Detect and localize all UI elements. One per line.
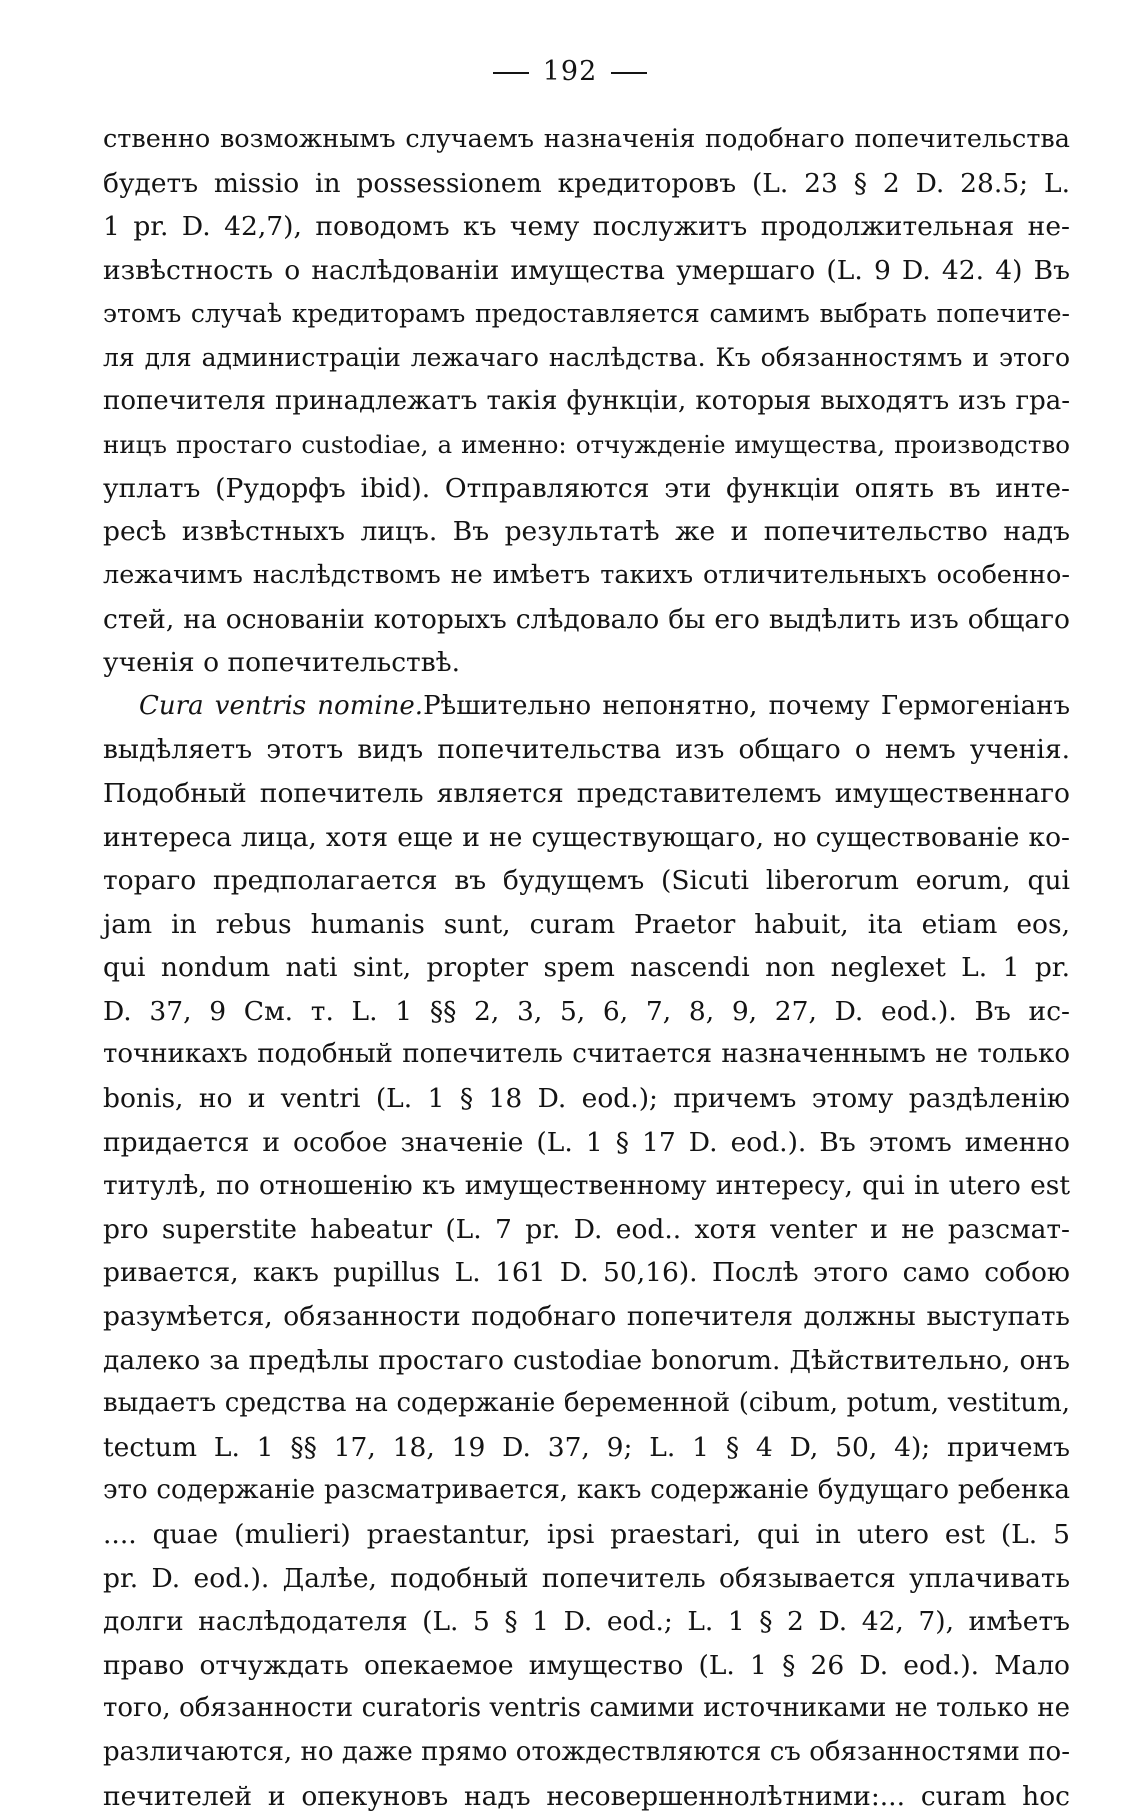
text-line: извѣстность о наслѣдованіи имущества умершаго (L. 9 D. 42. 4) Въ	[103, 254, 1070, 286]
text-line: различаются, но даже прямо отождествляются съ обязанностями по-	[103, 1736, 1070, 1767]
text-line: jam in rebus humanis sunt, curam Praetor habuit, ita etiam eos,	[103, 908, 1070, 940]
text-line: право отчуждать опекаемое имущество (L. 1 § 26 D. eod.). Мало	[103, 1649, 1070, 1681]
text-line: это содержаніе разсматривается, какъ содержаніе будущаго ребенка	[103, 1475, 1070, 1506]
text-line: .... quae (mulieri) praestantur, ipsi praestari, qui in utero est (L. 5	[103, 1519, 1070, 1550]
text-line: титулѣ, по отношенію къ имущественному интересу, qui in utero est	[103, 1170, 1070, 1202]
text-span: Рѣшительно непонятно, почему Гермогеніанъ	[423, 690, 1070, 721]
paragraph-first-line	[103, 685, 1070, 729]
text-line: ственно возможнымъ случаемъ назначенія подобнаго попечительства	[103, 124, 1070, 154]
text-line: разумѣется, обязанности подобнаго попечителя должны выступать	[103, 1301, 1070, 1333]
body-text	[103, 118, 1070, 1818]
text-line: точникахъ подобный попечитель считается назначеннымъ не только	[103, 1039, 1070, 1070]
text-line: ученія о попечительствѣ.	[103, 647, 461, 679]
text-line: будетъ missio in possessionem кредиторовъ (L. 23 § 2 D. 28.5; L.	[103, 167, 1070, 199]
text-line: уплатъ (Рудорфъ ibid). Отправляются эти функціи опять въ инте-	[103, 472, 1070, 504]
text-line: выдѣляетъ этотъ видъ попечительства изъ общаго о немъ ученія.	[103, 734, 1070, 766]
text-line: лежачимъ наслѣдствомъ не имѣетъ такихъ отличительныхъ особенно-	[103, 559, 1070, 590]
page-number-value: 192	[542, 56, 598, 87]
text-line: того, обязанности curatoris ventris самими источниками не только не	[103, 1693, 1070, 1724]
page-number	[0, 56, 1140, 87]
text-line: ривается, какъ pupillus L. 161 D. 50,16). Послѣ этого само собою	[103, 1257, 1070, 1289]
text-line: qui nondum nati sint, propter spem nascendi non neglexet L. 1 pr.	[103, 952, 1070, 984]
text-line: долги наслѣдодателя (L. 5 § 1 D. eod.; L. 1 § 2 D. 42, 7), имѣетъ	[103, 1606, 1070, 1638]
text-line: 1 pr. D. 42,7), поводомъ къ чему послужитъ продолжительная не-	[103, 211, 1070, 243]
text-line: печителей и опекуновъ надъ несовершеннолѣтними:... curam hoc	[103, 1780, 1070, 1812]
text-line: выдаетъ средства на содержаніе беременной (cibum, potum, vestitum,	[103, 1388, 1070, 1419]
text-line: далеко за предѣлы простаго custodiae bonorum. Дѣйствительно, онъ	[103, 1344, 1070, 1376]
text-line: стей, на основаніи которыхъ слѣдовало бы его выдѣлить изъ общаго	[103, 603, 1070, 635]
text-line: попечителя принадлежатъ такія функціи, которыя выходятъ изъ гра-	[103, 385, 1070, 416]
text-line: pro superstite habeatur (L. 7 pr. D. eod.. хотя venter и не разсмат-	[103, 1213, 1070, 1245]
text-line: Подобный попечитель является представителемъ имущественнаго	[103, 777, 1070, 809]
text-line: bonis, но и ventri (L. 1 § 18 D. eod.); причемъ этому раздѣленію	[103, 1083, 1070, 1115]
text-line: ницъ простаго custodiae, а именно: отчужденіе имущества, производство	[103, 430, 1070, 460]
text-line: ресѣ извѣстныхъ лицъ. Въ результатѣ же и попечительство надъ	[103, 516, 1070, 548]
text-line: pr. D. eod.). Далѣе, подобный попечитель обязывается уплачивать	[103, 1562, 1070, 1594]
text-line: придается и особое значеніе (L. 1 § 17 D. eod.). Въ этомъ именно	[103, 1126, 1070, 1158]
dash-left	[493, 72, 529, 74]
text-line: тораго предполагается въ будущемъ (Sicuti liberorum eorum, qui	[103, 865, 1070, 897]
text-line: ля для администраціи лежачаго наслѣдства. Къ обязанностямъ и этого	[103, 342, 1070, 372]
dash-right	[611, 72, 647, 74]
text-line: D. 37, 9 См. т. L. 1 §§ 2, 3, 5, 6, 7, 8, 9, 27, D. eod.). Въ ис-	[103, 995, 1070, 1027]
text-line: этомъ случаѣ кредиторамъ предоставляется самимъ выбрать попечите-	[103, 299, 1070, 329]
text-line: интереса лица, хотя еще и не существующаго, но существованіе ко-	[103, 821, 1070, 853]
text-line: tectum L. 1 §§ 17, 18, 19 D. 37, 9; L. 1 § 4 D, 50, 4); причемъ	[103, 1431, 1070, 1463]
section-heading: Cura ventris nomine.	[139, 690, 424, 721]
